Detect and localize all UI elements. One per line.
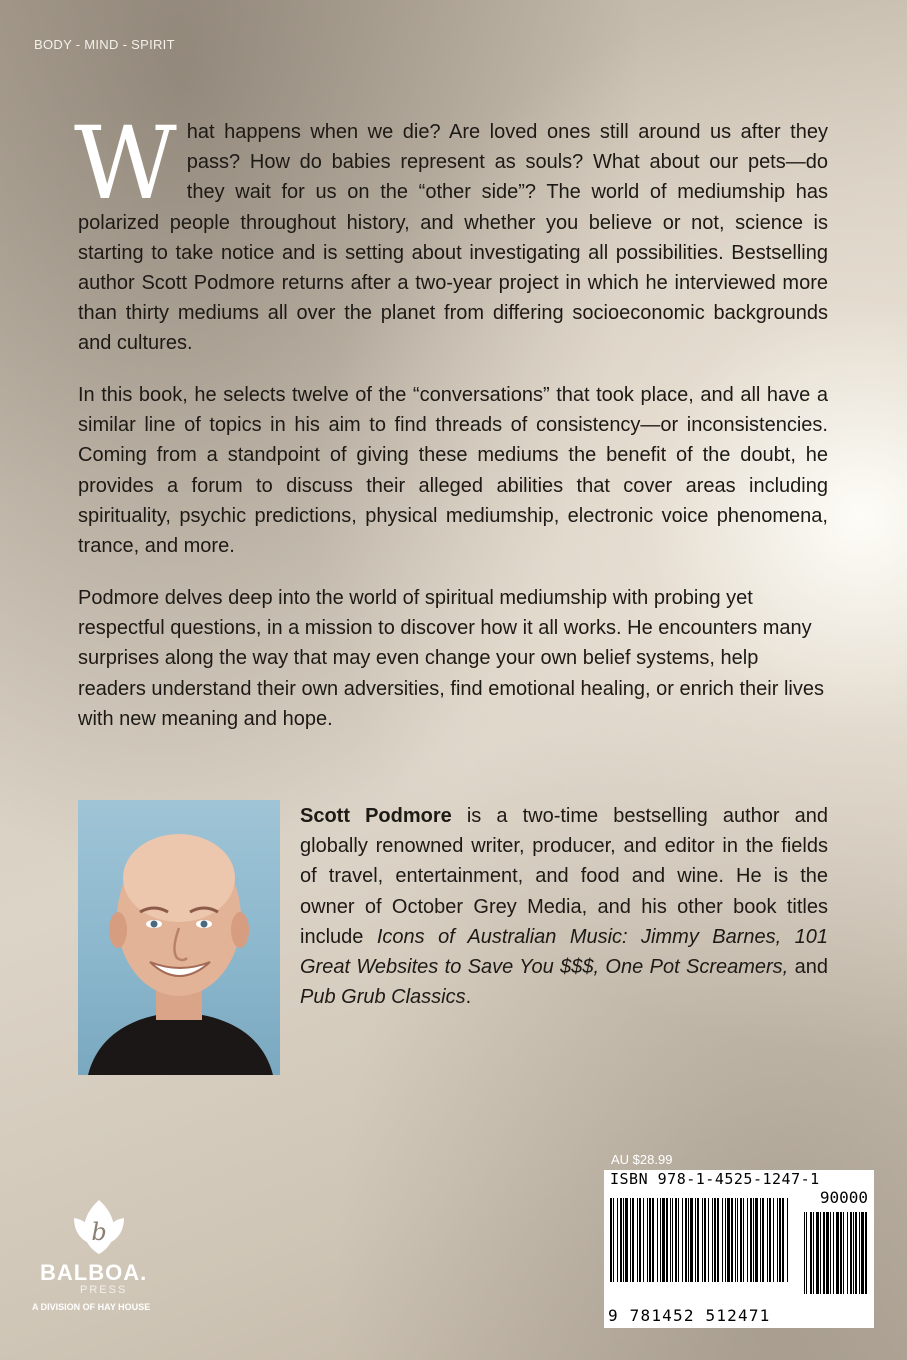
barcode-bar (708, 1198, 709, 1282)
barcode-bar (760, 1198, 761, 1282)
barcode-bar (623, 1198, 624, 1282)
barcode-bar (697, 1198, 699, 1282)
barcode-bar (777, 1198, 778, 1282)
barcode-bar (688, 1198, 689, 1282)
barcode-bar (675, 1198, 677, 1282)
barcode-bar (637, 1198, 638, 1282)
barcode-addon-bar (843, 1212, 844, 1294)
barcode-addon-bar (823, 1212, 825, 1294)
price-label: AU $28.99 (611, 1152, 673, 1167)
barcode-addon-bar (816, 1212, 819, 1294)
barcode-bar (727, 1198, 730, 1282)
barcode-bar (722, 1198, 723, 1282)
blurb-paragraph-1 (74, 105, 828, 359)
barcode-bar (767, 1198, 768, 1282)
logo-letter: b (91, 1218, 107, 1246)
drop-cap: W (74, 105, 177, 222)
bio-end: . (465, 986, 472, 1009)
barcode-bar (660, 1198, 661, 1282)
isbn-number: ISBN 978-1-4525-1247-1 (610, 1170, 820, 1188)
barcode-bar (649, 1198, 651, 1282)
lotus-icon (70, 1198, 128, 1256)
bio-text-1: is a two-time bestselling author and globally renowned writer, producer, and editor in the fields of travel, entertainment, and food and wine. He is the owner of October Grey Media, and his other book titles include (300, 805, 828, 948)
barcode-bar (747, 1198, 748, 1282)
barcode-bar (647, 1198, 648, 1282)
barcode-addon-bar (859, 1212, 860, 1294)
barcode-bars (608, 1192, 870, 1304)
category-label: BODY - MIND - SPIRIT (34, 37, 175, 52)
barcode-bar (762, 1198, 764, 1282)
barcode-bar (773, 1198, 774, 1282)
barcode-bar (670, 1198, 671, 1282)
barcode-bar (620, 1198, 622, 1282)
barcode-bar (735, 1198, 736, 1282)
bio-book-titles: Icons of Australian Music: Jimmy Barnes, 101 Great Websites to Save You $$$, One Pot Screamers, (300, 925, 829, 979)
barcode-bar (662, 1198, 665, 1282)
barcode-bar (731, 1198, 733, 1282)
barcode-bar (682, 1198, 683, 1282)
barcode-addon-bar (830, 1212, 831, 1294)
barcode-bar (610, 1198, 612, 1282)
barcode-bar (690, 1198, 693, 1282)
blurb-paragraph-2: In this book, he selects twelve of the “conversations” that took place, and all have a similar line of topics in his aim to find threads of consistency—or inconsistencies. Coming from a standpoint of giving these mediums the benefit of the doubt, he provides a forum to discuss their alleged abilities that cover areas including spirituality, psychic predictions, physical mediumship, electronic voice phenomena, trance, and more. (78, 384, 828, 558)
barcode-bar (695, 1198, 696, 1282)
barcode-bar (702, 1198, 703, 1282)
barcode-addon-bar (865, 1212, 867, 1294)
barcode-bar (625, 1198, 628, 1282)
barcode-bar (782, 1198, 784, 1282)
barcode-bar (678, 1198, 679, 1282)
barcode-bar (617, 1198, 618, 1282)
barcode-addon-bar (826, 1212, 829, 1294)
barcode-addon-bar (806, 1212, 807, 1294)
blurb-paragraph-3: Podmore delves deep into the world of spiritual mediumship with probing yet respectful questions, in a mission to discover how it all works. He encounters many surprises along the way that may even change your own belief systems, help readers understand their own adversities, find emotional healing, or enrich their lives with new meaning and hope. (78, 587, 824, 730)
barcode-bar (755, 1198, 758, 1282)
barcode-addon-bar (813, 1212, 814, 1294)
barcode-addon-bar (853, 1212, 854, 1294)
barcode-bar (769, 1198, 771, 1282)
barcode-addon-number: 90000 (819, 1188, 868, 1207)
isbn-barcode (604, 1170, 874, 1328)
barcode-addon-bar (840, 1212, 842, 1294)
barcode-bar (743, 1198, 744, 1282)
barcode-bar (712, 1198, 713, 1282)
barcode-bar (643, 1198, 644, 1282)
barcode-addon-bar (855, 1212, 857, 1294)
barcode-bar (725, 1198, 726, 1282)
barcode-bar (779, 1198, 781, 1282)
author-name: Scott Podmore (300, 805, 452, 827)
barcode-bar (717, 1198, 719, 1282)
barcode-bar (704, 1198, 706, 1282)
barcode-ean-number: 9 781452 512471 (608, 1306, 771, 1325)
barcode-bar (657, 1198, 658, 1282)
barcode-bar (672, 1198, 673, 1282)
barcode-bar (685, 1198, 687, 1282)
barcode-bar (787, 1198, 788, 1282)
blurb-paragraph-1-text: hat happens when we die? Are loved ones still around us after they pass? How do babies represent as souls? What about our pets—do they wait for us on the “other side”? The world of mediumship has polarized people throughout history, and whether you believe or not, science is starting to take notice and is setting about investigating all possibilities. Bestselling author Scott Podmore returns after a two-year project in which he interviewed more than thirty mediums all over the planet from differing socioeconomic backgrounds and cultures. (78, 121, 828, 355)
barcode-bar (750, 1198, 752, 1282)
barcode-bar (753, 1198, 754, 1282)
barcode-addon-bar (833, 1212, 834, 1294)
barcode-addon-bar (804, 1212, 805, 1294)
barcode-addon-bar (836, 1212, 839, 1294)
barcode-bar (639, 1198, 641, 1282)
publisher-division: A DIVISION OF HAY HOUSE (32, 1302, 151, 1312)
barcode-bar (737, 1198, 738, 1282)
barcode-addon-bar (847, 1212, 848, 1294)
barcode-bar (666, 1198, 668, 1282)
barcode-bar (630, 1198, 631, 1282)
barcode-bar (714, 1198, 716, 1282)
author-photo (78, 800, 280, 1075)
publisher-logo (32, 1198, 164, 1312)
barcode-bar (613, 1198, 614, 1282)
bio-last-title: Pub Grub Classics (300, 986, 466, 1009)
barcode-addon-bar (810, 1212, 812, 1294)
barcode-addon-bar (820, 1212, 821, 1294)
barcode-bar (740, 1198, 742, 1282)
bio-text-2: and (788, 956, 828, 979)
barcode-bar (632, 1198, 634, 1282)
author-bio (300, 801, 828, 1012)
publisher-imprint: PRESS (80, 1284, 128, 1296)
publisher-name: BALBOA. (40, 1260, 148, 1285)
barcode-addon-bar (861, 1212, 864, 1294)
barcode-bar (652, 1198, 654, 1282)
barcode-addon-bar (850, 1212, 852, 1294)
